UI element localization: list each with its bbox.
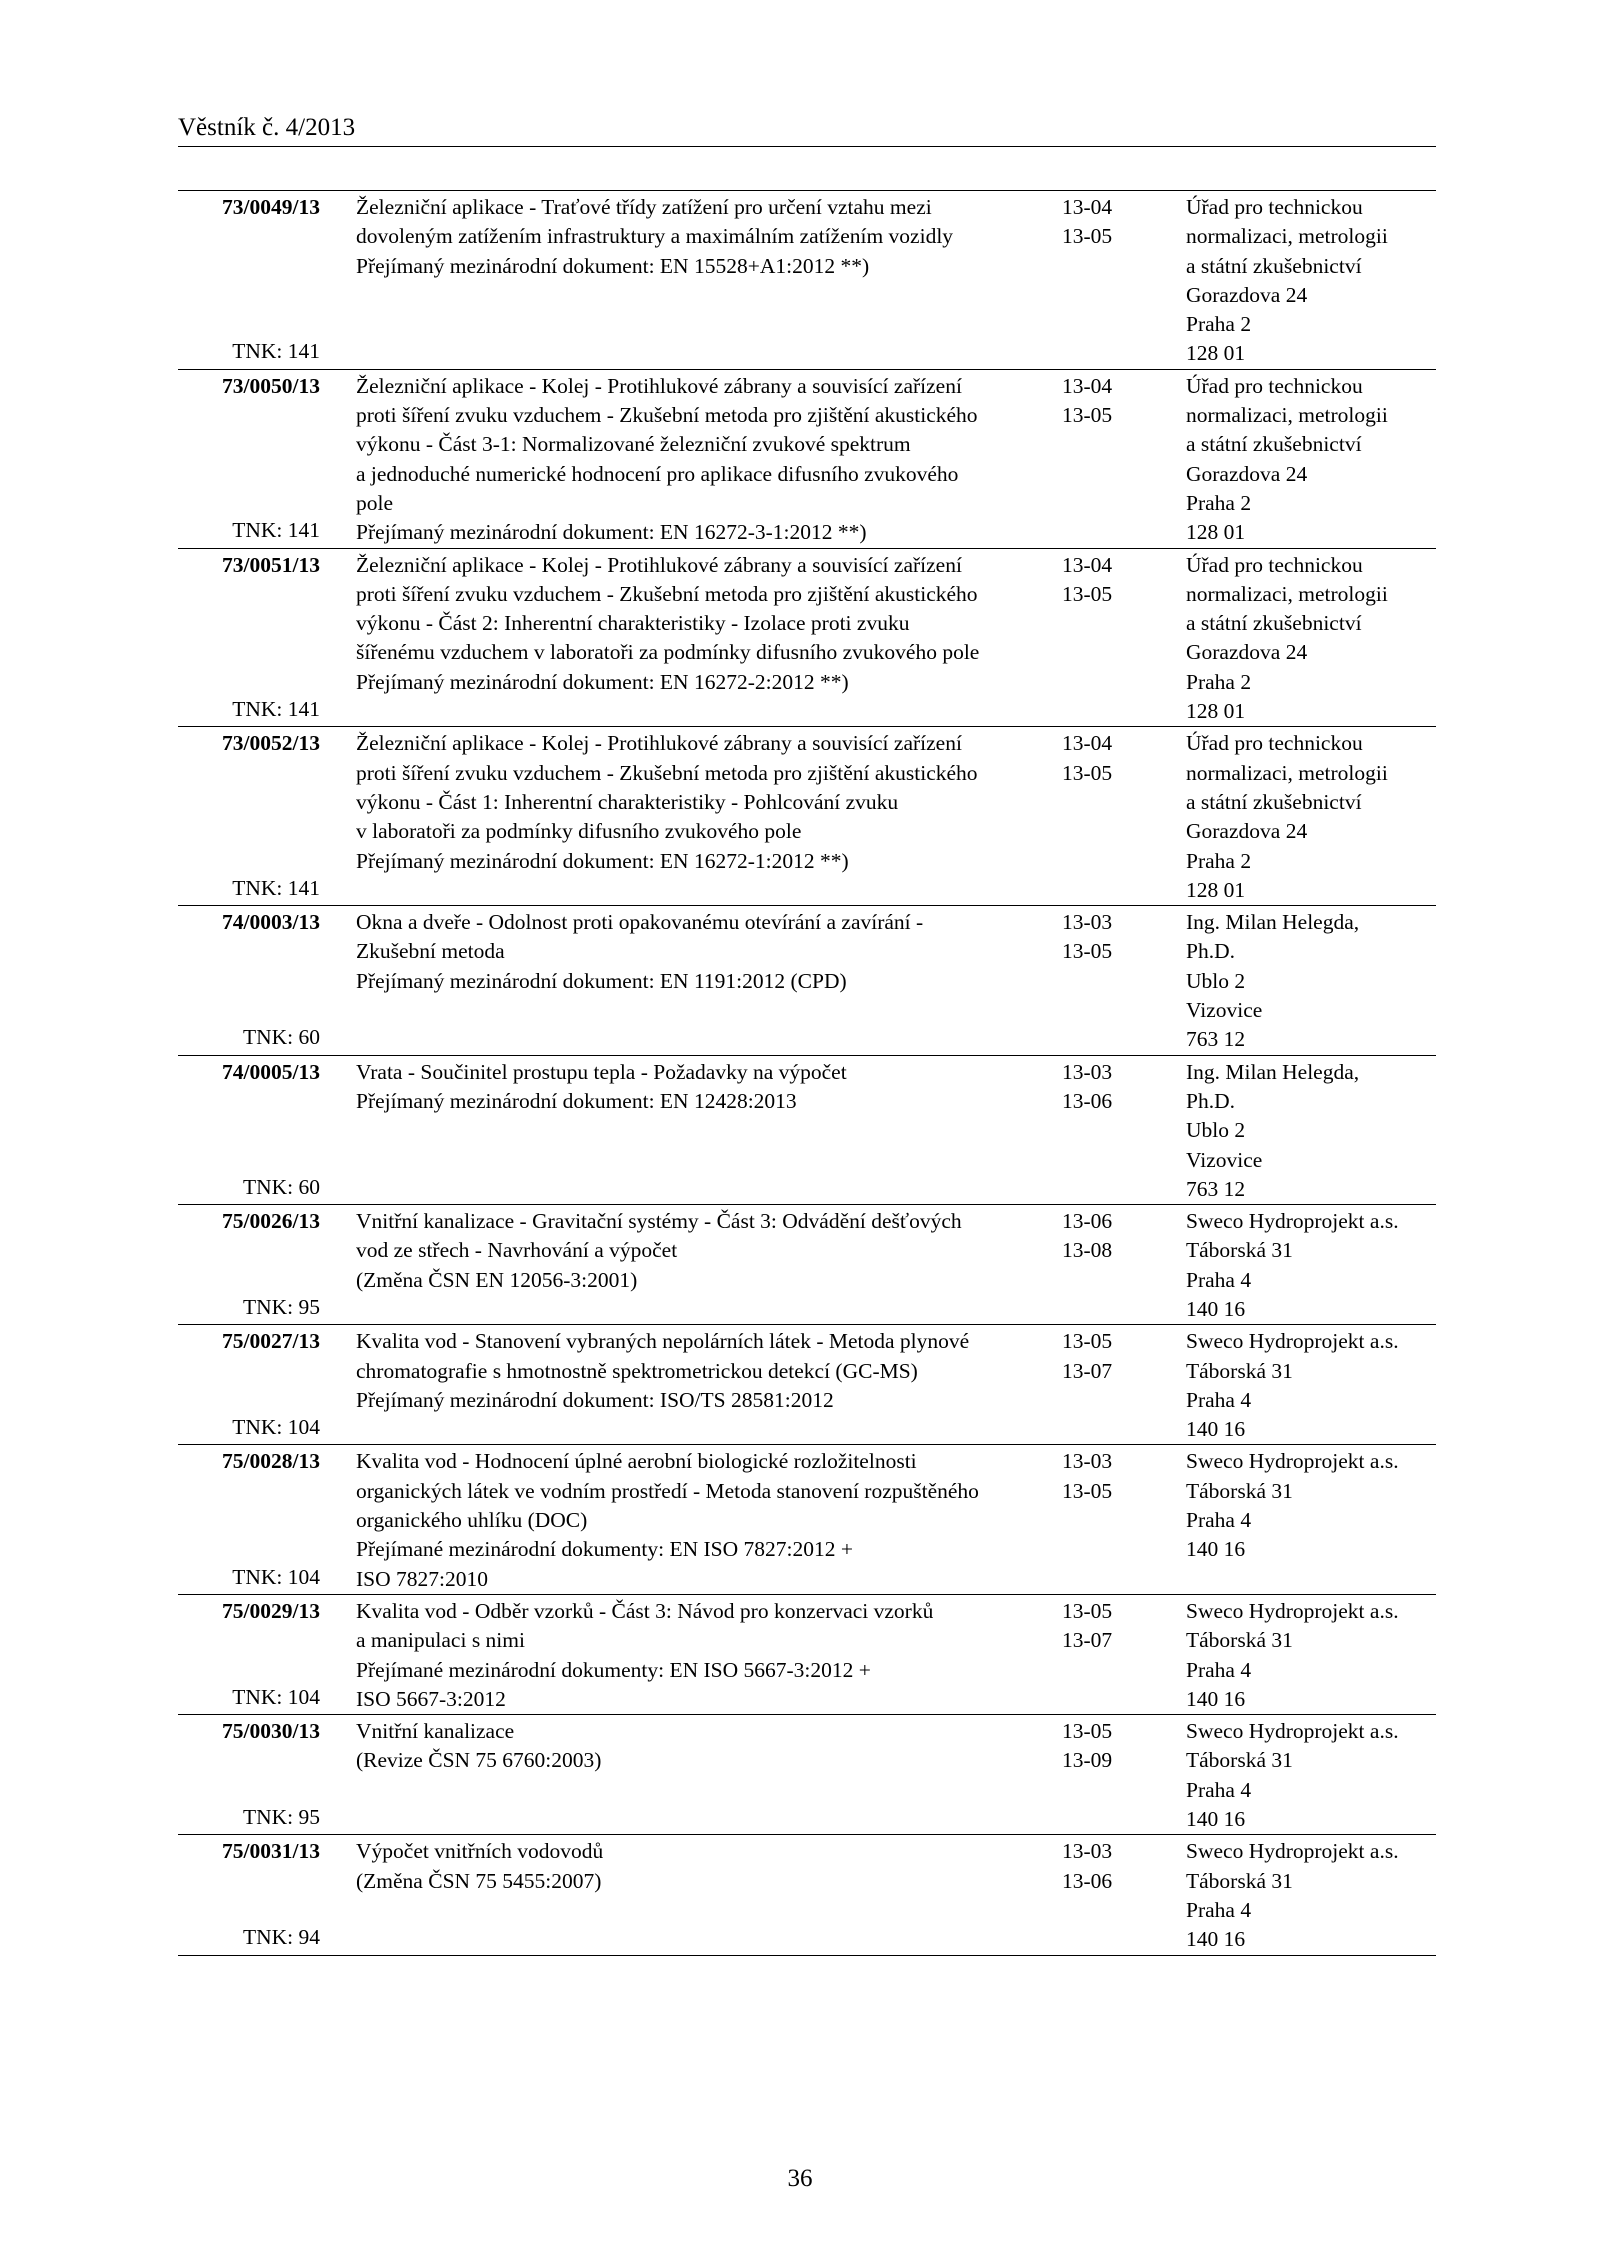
entry-number: 73/0051/13	[222, 552, 320, 577]
entry-date: 13-04	[1062, 731, 1113, 756]
entry-address-line: Praha 4	[1186, 1267, 1252, 1292]
entry-date: 13-05	[1062, 1478, 1113, 1503]
entry-dates-cell	[1056, 370, 1186, 548]
entry-address-line: Sweco Hydroprojekt a.s.	[1186, 1209, 1399, 1234]
entry-address-line: 128 01	[1186, 877, 1246, 902]
entry-id-cell	[178, 1325, 320, 1444]
entry-title-line: Přejímaný mezinárodní dokument: EN 1191:2012 (CPD)	[356, 968, 847, 993]
entry-address-line: Vizovice	[1186, 998, 1263, 1023]
table-row	[178, 1325, 1436, 1445]
entry-address-line: normalizaci, metrologii	[1186, 224, 1388, 249]
entry-title-cell	[330, 1056, 1056, 1204]
entry-number: 73/0049/13	[222, 195, 320, 219]
entry-date: 13-09	[1062, 1748, 1113, 1773]
entry-id-cell	[178, 191, 320, 369]
entry-address-cell	[1186, 370, 1436, 548]
entry-title-line: a manipulaci s nimi	[356, 1628, 525, 1653]
entry-address-line: 128 01	[1186, 520, 1246, 545]
entry-date: 13-03	[1062, 1449, 1113, 1474]
entry-date: 13-07	[1062, 1628, 1113, 1653]
entry-tnk: TNK: 141	[232, 339, 320, 364]
entry-number: 75/0031/13	[222, 1839, 320, 1864]
entry-tnk: TNK: 94	[242, 1925, 320, 1950]
entry-dates-cell	[1056, 1325, 1186, 1444]
entry-address-line: Ph.D.	[1186, 1088, 1235, 1113]
table-row	[178, 191, 1436, 370]
entry-dates-cell	[1056, 1715, 1186, 1834]
entry-number: 73/0050/13	[222, 373, 320, 398]
entry-address-line: Táborská 31	[1186, 1478, 1293, 1503]
entry-address-line: 140 16	[1186, 1686, 1246, 1711]
entry-address-line: Táborská 31	[1186, 1628, 1293, 1653]
entry-address-line: Úřad pro technickou	[1186, 552, 1363, 577]
entry-id-cell	[178, 1835, 320, 1954]
entry-address-line: Ing. Milan Helegda,	[1186, 1059, 1360, 1084]
entry-id-cell	[178, 906, 320, 1054]
entry-address-line: Vizovice	[1186, 1147, 1263, 1172]
entry-id-cell	[178, 1715, 320, 1834]
entry-dates-cell	[1056, 727, 1186, 905]
entry-title-line: výkonu - Část 2: Inherentní charakteristiky - Izolace proti zvuku	[356, 611, 910, 636]
entry-id-cell	[178, 1595, 320, 1714]
entry-title-line: Přejímaný mezinárodní dokument: EN 16272-2:2012 **)	[356, 669, 849, 694]
entry-title-line: proti šíření zvuku vzduchem - Zkušební metoda pro zjištění akustického	[356, 581, 978, 606]
entry-address-line: 140 16	[1186, 1417, 1246, 1442]
entry-title-line: Přejímané mezinárodní dokumenty: EN ISO 7827:2012 +	[356, 1537, 853, 1562]
entry-address-line: Ublo 2	[1186, 1118, 1246, 1143]
entry-title-line: v laboratoři za podmínky difusního zvukového pole	[356, 819, 802, 844]
entry-title-line: Zkušební metoda	[356, 939, 505, 964]
entry-address-line: normalizaci, metrologii	[1186, 403, 1388, 428]
entry-id-cell	[178, 549, 320, 727]
entry-date: 13-03	[1062, 910, 1113, 935]
entry-number: 75/0027/13	[222, 1329, 320, 1354]
table-row	[178, 1595, 1436, 1715]
entry-address-line: Praha 4	[1186, 1777, 1252, 1802]
entry-id-cell	[178, 727, 320, 905]
entry-title-line: Přejímaný mezinárodní dokument: EN 12428:2013	[356, 1088, 797, 1113]
entry-address-cell	[1186, 1205, 1436, 1324]
entry-title-line: Vnitřní kanalizace	[356, 1719, 515, 1744]
entry-address-line: Úřad pro technickou	[1186, 195, 1363, 219]
entry-address-cell	[1186, 1325, 1436, 1444]
entry-title-line: organického uhlíku (DOC)	[356, 1508, 588, 1533]
entry-number: 75/0026/13	[222, 1209, 320, 1234]
table-row	[178, 727, 1436, 906]
entry-dates-cell	[1056, 1056, 1186, 1204]
entry-title-line: Kvalita vod - Odběr vzorků - Část 3: Návod pro konzervaci vzorků	[356, 1598, 934, 1623]
entry-title-line: organických látek ve vodním prostředí - Metoda stanovení rozpuštěného	[356, 1478, 979, 1503]
entry-title-line: Přejímaný mezinárodní dokument: EN 16272-1:2012 **)	[356, 848, 849, 873]
entry-address-line: 763 12	[1186, 1027, 1246, 1052]
entry-address-cell	[1186, 1056, 1436, 1204]
entry-address-line: Praha 4	[1186, 1657, 1252, 1682]
entry-title-line: pole	[356, 490, 394, 515]
entry-address-line: 140 16	[1186, 1537, 1246, 1562]
entry-title-line: Přejímaný mezinárodní dokument: ISO/TS 28581:2012	[356, 1387, 834, 1412]
entry-address-line: a státní zkušebnictví	[1186, 432, 1362, 457]
entry-title-line: šířenému vzduchem v laboratoři za podmínky difusního zvukového pole	[356, 640, 980, 665]
entry-title-line: proti šíření zvuku vzduchem - Zkušební metoda pro zjištění akustického	[356, 760, 978, 785]
page-number: 36	[787, 2165, 813, 2192]
entry-date: 13-06	[1062, 1868, 1113, 1893]
entry-dates-cell	[1056, 906, 1186, 1054]
entry-address-line: 128 01	[1186, 341, 1246, 366]
entry-date: 13-05	[1062, 1598, 1113, 1623]
entry-tnk: TNK: 104	[232, 1684, 320, 1709]
entry-date: 13-06	[1062, 1209, 1113, 1234]
entry-address-line: Táborská 31	[1186, 1238, 1293, 1263]
entry-title-line: vod ze střech - Navrhování a výpočet	[356, 1238, 678, 1263]
entry-address-line: Praha 4	[1186, 1508, 1252, 1533]
entry-address-cell	[1186, 1595, 1436, 1714]
entry-date: 13-05	[1062, 581, 1113, 606]
entry-title-line: ISO 7827:2010	[356, 1566, 488, 1591]
entry-address-line: Sweco Hydroprojekt a.s.	[1186, 1598, 1399, 1623]
entry-tnk: TNK: 141	[232, 697, 320, 722]
entry-address-line: a státní zkušebnictví	[1186, 253, 1362, 278]
entry-address-line: Praha 4	[1186, 1897, 1252, 1922]
entry-date: 13-07	[1062, 1358, 1113, 1383]
entry-dates-cell	[1056, 1445, 1186, 1593]
entry-title-line: Vnitřní kanalizace - Gravitační systémy - Část 3: Odvádění dešťových	[356, 1209, 962, 1234]
entry-tnk: TNK: 104	[232, 1415, 320, 1440]
entry-address-line: normalizaci, metrologii	[1186, 581, 1388, 606]
journal-title: Věstník č. 4/2013	[178, 114, 356, 141]
entry-address-line: a státní zkušebnictví	[1186, 611, 1362, 636]
entry-address-line: Praha 2	[1186, 312, 1252, 337]
entry-date: 13-05	[1062, 1719, 1113, 1744]
entry-tnk: TNK: 104	[232, 1564, 320, 1589]
entry-address-line: Táborská 31	[1186, 1358, 1293, 1383]
table-row	[178, 1715, 1436, 1835]
entry-address-line: Sweco Hydroprojekt a.s.	[1186, 1449, 1399, 1474]
entry-address-line: 140 16	[1186, 1927, 1246, 1952]
entry-id-cell	[178, 1445, 320, 1593]
entry-date: 13-06	[1062, 1088, 1113, 1113]
entry-title-line: a jednoduché numerické hodnocení pro aplikace difusního zvukového	[356, 461, 959, 486]
entry-title-line: Přejímaný mezinárodní dokument: EN 16272-3-1:2012 **)	[356, 520, 867, 545]
table-row	[178, 1835, 1436, 1955]
entry-address-cell	[1186, 549, 1436, 727]
entry-address-cell	[1186, 191, 1436, 369]
entry-title-cell	[330, 1205, 1056, 1324]
entry-id-cell	[178, 370, 320, 548]
entry-tnk: TNK: 95	[242, 1805, 320, 1830]
entry-date: 13-05	[1062, 224, 1113, 249]
entry-address-line: Gorazdova 24	[1186, 640, 1308, 665]
entry-address-line: Táborská 31	[1186, 1748, 1293, 1773]
entry-address-line: a státní zkušebnictví	[1186, 789, 1362, 814]
entry-title-cell	[330, 1595, 1056, 1714]
entry-address-line: 140 16	[1186, 1807, 1246, 1832]
entry-address-cell	[1186, 906, 1436, 1054]
entry-tnk: TNK: 60	[242, 1025, 320, 1050]
entry-dates-cell	[1056, 1205, 1186, 1324]
entry-title-line: Výpočet vnitřních vodovodů	[356, 1839, 604, 1864]
entry-date: 13-04	[1062, 552, 1113, 577]
entry-date: 13-04	[1062, 195, 1113, 219]
entry-address-line: normalizaci, metrologii	[1186, 760, 1388, 785]
entry-address-cell	[1186, 1445, 1436, 1593]
entry-address-line: Ublo 2	[1186, 968, 1246, 993]
entry-tnk: TNK: 141	[232, 518, 320, 543]
entry-dates-cell	[1056, 549, 1186, 727]
entry-address-line: Praha 2	[1186, 669, 1252, 694]
entry-title-line: chromatografie s hmotnostně spektrometrickou detekcí (GC-MS)	[356, 1358, 918, 1383]
entry-date: 13-03	[1062, 1839, 1113, 1864]
entry-address-cell	[1186, 727, 1436, 905]
entry-title-line: výkonu - Část 3-1: Normalizované železniční zvukové spektrum	[356, 432, 911, 457]
entry-title-cell	[330, 191, 1056, 369]
entry-date: 13-03	[1062, 1059, 1113, 1084]
entry-title-line: Železniční aplikace - Kolej - Protihlukové zábrany a souvisící zařízení	[356, 731, 962, 756]
table-row	[178, 1445, 1436, 1594]
entry-number: 75/0030/13	[222, 1719, 320, 1744]
entry-date: 13-05	[1062, 760, 1113, 785]
entry-address-line: 128 01	[1186, 699, 1246, 724]
entry-title-cell	[330, 1445, 1056, 1593]
table-row	[178, 1205, 1436, 1325]
entry-date: 13-05	[1062, 939, 1113, 964]
entry-title-line: (Revize ČSN 75 6760:2003)	[356, 1748, 602, 1773]
entry-title-cell	[330, 549, 1056, 727]
entry-title-line: (Změna ČSN EN 12056-3:2001)	[356, 1267, 638, 1292]
entry-title-line: Kvalita vod - Hodnocení úplné aerobní biologické rozložitelnosti	[356, 1449, 917, 1474]
entry-id-cell	[178, 1205, 320, 1324]
entry-number: 75/0029/13	[222, 1598, 320, 1623]
table-row	[178, 1056, 1436, 1205]
entry-title-cell	[330, 1715, 1056, 1834]
entry-title-cell	[330, 1325, 1056, 1444]
entry-address-cell	[1186, 1715, 1436, 1834]
entry-number: 74/0005/13	[222, 1059, 320, 1084]
entry-address-line: Úřad pro technickou	[1186, 373, 1363, 398]
entry-address-line: Sweco Hydroprojekt a.s.	[1186, 1839, 1399, 1864]
entry-address-line: Praha 2	[1186, 490, 1252, 515]
entry-address-line: Gorazdova 24	[1186, 819, 1308, 844]
entry-address-line: Úřad pro technickou	[1186, 731, 1363, 756]
entry-title-line: Železniční aplikace - Traťové třídy zatížení pro určení vztahu mezi	[356, 195, 932, 219]
table-row	[178, 370, 1436, 549]
entry-address-line: Sweco Hydroprojekt a.s.	[1186, 1329, 1399, 1354]
entry-title-cell	[330, 727, 1056, 905]
entry-dates-cell	[1056, 191, 1186, 369]
entry-date: 13-05	[1062, 403, 1113, 428]
entry-title-line: Kvalita vod - Stanovení vybraných nepolárních látek - Metoda plynové	[356, 1329, 970, 1354]
entry-tnk: TNK: 141	[232, 875, 320, 900]
entry-title-line: dovoleným zatížením infrastruktury a maximálním zatížením vozidly	[356, 224, 954, 249]
entry-address-line: Gorazdova 24	[1186, 461, 1308, 486]
entry-address-line: Praha 4	[1186, 1387, 1252, 1412]
entry-title-line: proti šíření zvuku vzduchem - Zkušební metoda pro zjištění akustického	[356, 403, 978, 428]
entry-title-line: Přejímané mezinárodní dokumenty: EN ISO 5667-3:2012 +	[356, 1657, 871, 1682]
entry-address-line: 140 16	[1186, 1296, 1246, 1321]
entry-title-line: Vrata - Součinitel prostupu tepla - Požadavky na výpočet	[356, 1059, 847, 1084]
entry-address-line: Gorazdova 24	[1186, 282, 1308, 307]
table-row	[178, 549, 1436, 728]
entry-dates-cell	[1056, 1595, 1186, 1714]
page-header	[178, 110, 1436, 147]
entry-date: 13-08	[1062, 1238, 1113, 1263]
entry-address-cell	[1186, 1835, 1436, 1954]
entry-address-line: Ing. Milan Helegda,	[1186, 910, 1360, 935]
entry-date: 13-05	[1062, 1329, 1113, 1354]
entry-number: 73/0052/13	[222, 731, 320, 756]
entry-address-line: Sweco Hydroprojekt a.s.	[1186, 1719, 1399, 1744]
entry-tnk: TNK: 95	[242, 1294, 320, 1319]
entry-title-cell	[330, 906, 1056, 1054]
entry-title-line: ISO 5667-3:2012	[356, 1686, 506, 1711]
table-row	[178, 906, 1436, 1055]
entry-number: 75/0028/13	[222, 1449, 320, 1474]
entry-date: 13-04	[1062, 373, 1113, 398]
entry-title-cell	[330, 1835, 1056, 1954]
entry-title-cell	[330, 370, 1056, 548]
entry-number: 74/0003/13	[222, 910, 320, 935]
entry-title-line: Přejímaný mezinárodní dokument: EN 15528+A1:2012 **)	[356, 253, 870, 278]
entry-dates-cell	[1056, 1835, 1186, 1954]
entry-address-line: 763 12	[1186, 1176, 1246, 1201]
entry-address-line: Praha 2	[1186, 848, 1252, 873]
standards-table	[178, 190, 1436, 1956]
entry-title-line: Okna a dveře - Odolnost proti opakovanému otevírání a zavírání -	[356, 910, 924, 935]
entry-title-line: Železniční aplikace - Kolej - Protihlukové zábrany a souvisící zařízení	[356, 552, 962, 577]
entry-tnk: TNK: 60	[242, 1174, 320, 1199]
entry-address-line: Táborská 31	[1186, 1868, 1293, 1893]
entry-address-line: Ph.D.	[1186, 939, 1235, 964]
entry-title-line: (Změna ČSN 75 5455:2007)	[356, 1868, 602, 1893]
entry-id-cell	[178, 1056, 320, 1204]
entry-title-line: výkonu - Část 1: Inherentní charakteristiky - Pohlcování zvuku	[356, 789, 899, 814]
entry-title-line: Železniční aplikace - Kolej - Protihlukové zábrany a souvisící zařízení	[356, 373, 962, 398]
